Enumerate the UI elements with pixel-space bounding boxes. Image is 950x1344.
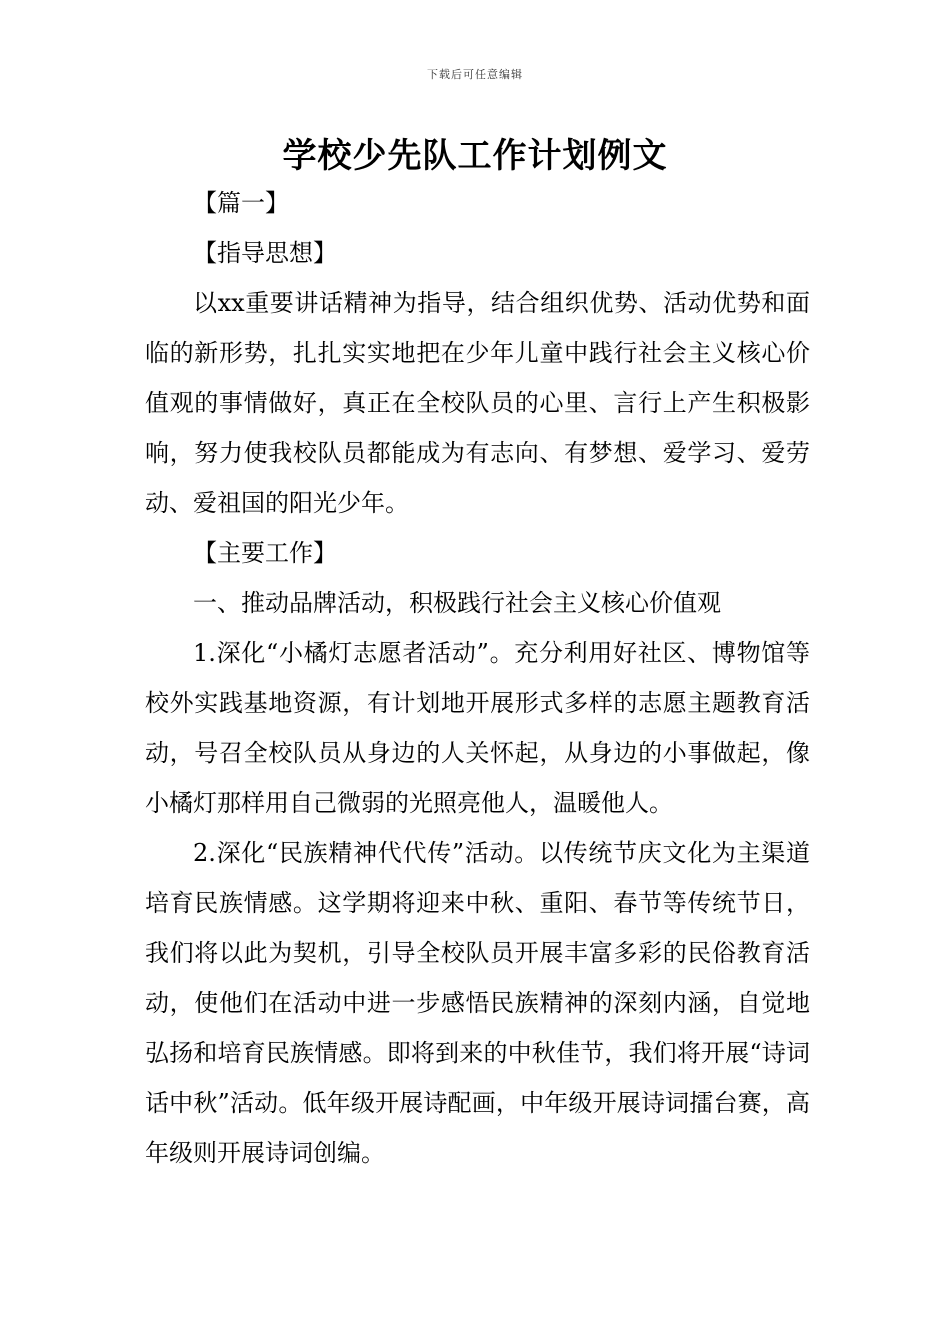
heading-main-work: 【主要工作】: [193, 539, 337, 567]
document-title: 学校少先队工作计划例文: [282, 136, 668, 176]
document-body: [145, 178, 810, 1178]
page-header-note: 下载后可任意编辑: [427, 68, 523, 81]
heading-guiding-thought: 【指导思想】: [193, 239, 337, 267]
subheading-brand-activities: 一、推动品牌活动，积极践行社会主义核心价值观: [193, 589, 721, 617]
paragraph-item-1: 1.深化“小橘灯志愿者活动”。充分利用好社区、博物馆等校外实践基地资源，有计划地开展形式多样的志愿主题教育活动，号召全校队员从身边的人关怀起，从身边的小事做起，像小橘灯那样用自己微弱的光照亮他人，温暖他人。: [145, 639, 810, 817]
section-label: 【篇一】: [193, 189, 289, 217]
paragraph-item-2: 2.深化“民族精神代代传”活动。以传统节庆文化为主渠道培育民族情感。这学期将迎来中秋、重阳、春节等传统节日，我们将以此为契机，引导全校队员开展丰富多彩的民俗教育活动，使他们在活动中进一步感悟民族精神的深刻内涵，自觉地弘扬和培育民族情感。即将到来的中秋佳节，我们将开展“诗词话中秋”活动。低年级开展诗配画，中年级开展诗词擂台赛，高年级则开展诗词创编。: [145, 839, 810, 1167]
paragraph-guiding-thought: 以xx重要讲话精神为指导，结合组织优势、活动优势和面临的新形势，扎扎实实地把在少年儿童中践行社会主义核心价值观的事情做好，真正在全校队员的心里、言行上产生积极影响，努力使我校队员都能成为有志向、有梦想、爱学习、爱劳动、爱祖国的阳光少年。: [145, 289, 810, 517]
